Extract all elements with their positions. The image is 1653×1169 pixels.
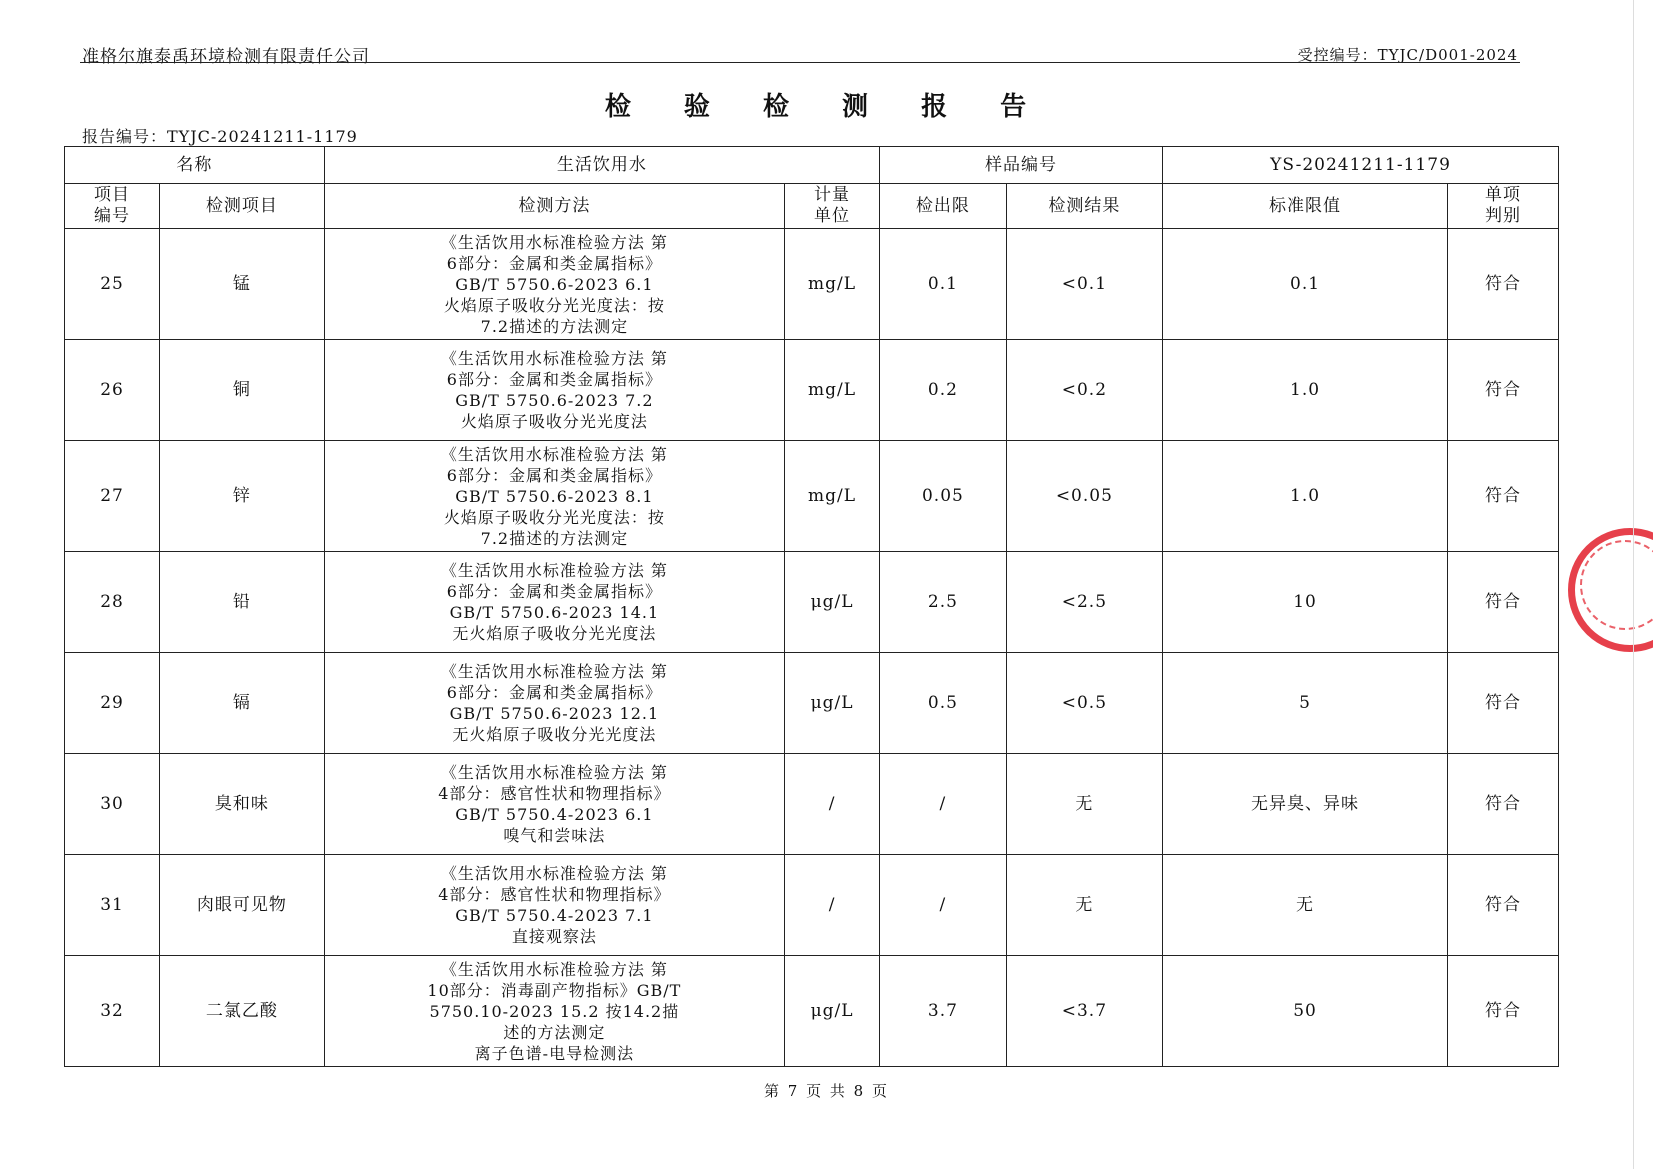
name-label: 名称	[65, 147, 325, 184]
cell-limit: 0.1	[880, 229, 1007, 340]
cell-result: 无	[1006, 754, 1162, 855]
cell-unit: mg/L	[785, 441, 880, 552]
sample-info-row	[65, 147, 1559, 184]
method-line: 离子色谱-电导检测法	[474, 1043, 635, 1063]
col-item-no: 项目 编号	[65, 184, 160, 229]
method-line: 7.2描述的方法测定	[480, 316, 629, 336]
method-line: GB/T 5750.6-2023 8.1	[455, 486, 654, 506]
method-line: 5750.10-2023 15.2 按14.2描	[429, 1001, 680, 1021]
col-unit: 计量 单位	[785, 184, 880, 229]
cell-unit: /	[785, 754, 880, 855]
method-line: 10部分：消毒副产物指标》GB/T	[427, 980, 682, 1000]
cell-judgment: 符合	[1448, 340, 1559, 441]
cell-judgment: 符合	[1448, 653, 1559, 754]
col-judgment: 单项 判别	[1448, 184, 1559, 229]
cell-judgment: 符合	[1448, 441, 1559, 552]
column-header-row	[65, 184, 1559, 229]
cell-item: 锰	[160, 229, 325, 340]
method-line: 火焰原子吸收分光光度法：按	[443, 295, 665, 315]
header-rule	[80, 62, 1520, 63]
cell-method	[324, 855, 784, 956]
cell-method	[324, 956, 784, 1067]
method-line: GB/T 5750.4-2023 6.1	[455, 805, 654, 824]
cell-limit: /	[880, 855, 1007, 956]
cell-limit: 3.7	[880, 956, 1007, 1067]
col-method: 检测方法	[324, 184, 784, 229]
results-table	[64, 146, 1559, 1067]
method-line: 《生活饮用水标准检验方法 第	[440, 662, 668, 681]
col-result: 检测结果	[1006, 184, 1162, 229]
sample-no-value: YS-20241211-1179	[1163, 147, 1559, 184]
method-line: GB/T 5750.6-2023 7.2	[455, 391, 654, 410]
table-row	[65, 552, 1559, 653]
method-line: 7.2描述的方法测定	[480, 528, 629, 548]
table-row	[65, 340, 1559, 441]
method-line: 《生活饮用水标准检验方法 第	[440, 864, 668, 883]
method-line: 火焰原子吸收分光光度法	[460, 412, 648, 431]
cell-standard: 10	[1163, 552, 1448, 653]
col-standard: 标准限值	[1163, 184, 1448, 229]
page-footer: 第 7 页 共 8 页	[764, 1082, 889, 1100]
cell-item-no: 27	[65, 441, 160, 552]
method-line: GB/T 5750.4-2023 7.1	[455, 906, 654, 925]
report-number: 报告编号：TYJC-20241211-1179	[82, 127, 358, 146]
cell-limit: 0.2	[880, 340, 1007, 441]
scan-edge	[1633, 0, 1634, 1169]
method-line: 6部分：金属和类金属指标》	[446, 683, 662, 702]
cell-unit: /	[785, 855, 880, 956]
cell-item: 铅	[160, 552, 325, 653]
cell-unit: mg/L	[785, 340, 880, 441]
cell-standard: 1.0	[1163, 441, 1448, 552]
method-line: 《生活饮用水标准检验方法 第	[440, 232, 668, 252]
method-line: 《生活饮用水标准检验方法 第	[440, 444, 668, 464]
method-line: GB/T 5750.6-2023 14.1	[449, 603, 660, 622]
cell-method	[324, 552, 784, 653]
cell-standard: 5	[1163, 653, 1448, 754]
method-line: 述的方法测定	[503, 1022, 606, 1042]
table-row	[65, 653, 1559, 754]
cell-result: 无	[1006, 855, 1162, 956]
cell-unit: μg/L	[785, 956, 880, 1067]
cell-result: <0.1	[1006, 229, 1162, 340]
table-row	[65, 229, 1559, 340]
cell-item: 肉眼可见物	[160, 855, 325, 956]
cell-standard: 50	[1163, 956, 1448, 1067]
name-value: 生活饮用水	[324, 147, 879, 184]
cell-item-no: 26	[65, 340, 160, 441]
cell-judgment: 符合	[1448, 754, 1559, 855]
method-line: 4部分：感官性状和物理指标》	[438, 885, 671, 904]
method-line: GB/T 5750.6-2023 12.1	[449, 704, 660, 723]
cell-limit: 0.5	[880, 653, 1007, 754]
col-limit: 检出限	[880, 184, 1007, 229]
cell-method	[324, 441, 784, 552]
cell-judgment: 符合	[1448, 956, 1559, 1067]
cell-item-no: 32	[65, 956, 160, 1067]
method-line: 无火焰原子吸收分光光度法	[452, 725, 657, 744]
cell-item-no: 25	[65, 229, 160, 340]
table-row	[65, 754, 1559, 855]
cell-result: <2.5	[1006, 552, 1162, 653]
cell-judgment: 符合	[1448, 229, 1559, 340]
method-line: 《生活饮用水标准检验方法 第	[440, 561, 668, 580]
method-line: 嗅气和尝味法	[503, 826, 606, 845]
cell-method	[324, 229, 784, 340]
method-line: 无火焰原子吸收分光光度法	[452, 624, 657, 643]
method-line: 《生活饮用水标准检验方法 第	[440, 959, 668, 979]
cell-unit: mg/L	[785, 229, 880, 340]
cell-item: 铜	[160, 340, 325, 441]
cell-item-no: 31	[65, 855, 160, 956]
cell-method	[324, 340, 784, 441]
method-line: 6部分：金属和类金属指标》	[446, 370, 662, 389]
method-line: 《生活饮用水标准检验方法 第	[440, 349, 668, 368]
cell-method	[324, 653, 784, 754]
cell-limit: 0.05	[880, 441, 1007, 552]
cell-item-no: 29	[65, 653, 160, 754]
cell-result: <0.2	[1006, 340, 1162, 441]
cell-result: <0.05	[1006, 441, 1162, 552]
table-row	[65, 441, 1559, 552]
col-item: 检测项目	[160, 184, 325, 229]
cell-judgment: 符合	[1448, 552, 1559, 653]
report-title: 检 验 检 测 报 告	[604, 92, 1049, 122]
method-line: 6部分：金属和类金属指标》	[446, 582, 662, 601]
cell-item-no: 30	[65, 754, 160, 855]
table-row	[65, 855, 1559, 956]
cell-result: <3.7	[1006, 956, 1162, 1067]
cell-unit: μg/L	[785, 653, 880, 754]
cell-method	[324, 754, 784, 855]
method-line: 4部分：感官性状和物理指标》	[438, 784, 671, 803]
cell-judgment: 符合	[1448, 855, 1559, 956]
method-line: GB/T 5750.6-2023 6.1	[455, 274, 654, 294]
method-line: 6部分：金属和类金属指标》	[446, 465, 662, 485]
method-line: 火焰原子吸收分光光度法：按	[443, 507, 665, 527]
cell-limit: 2.5	[880, 552, 1007, 653]
cell-result: <0.5	[1006, 653, 1162, 754]
company-name: 准格尔旗泰禹环境检测有限责任公司	[82, 47, 370, 67]
cell-standard: 无	[1163, 855, 1448, 956]
cell-standard: 无异臭、异味	[1163, 754, 1448, 855]
cell-standard: 1.0	[1163, 340, 1448, 441]
control-number: 受控编号：TYJC/D001-2024	[1297, 46, 1518, 64]
cell-item: 锌	[160, 441, 325, 552]
cell-item-no: 28	[65, 552, 160, 653]
cell-item: 臭和味	[160, 754, 325, 855]
method-line: 直接观察法	[511, 927, 597, 946]
cell-standard: 0.1	[1163, 229, 1448, 340]
table-row	[65, 956, 1559, 1067]
cell-unit: μg/L	[785, 552, 880, 653]
cell-item: 二氯乙酸	[160, 956, 325, 1067]
cell-limit: /	[880, 754, 1007, 855]
cell-item: 镉	[160, 653, 325, 754]
method-line: 6部分：金属和类金属指标》	[446, 253, 662, 273]
sample-no-label: 样品编号	[880, 147, 1163, 184]
method-line: 《生活饮用水标准检验方法 第	[440, 763, 668, 782]
